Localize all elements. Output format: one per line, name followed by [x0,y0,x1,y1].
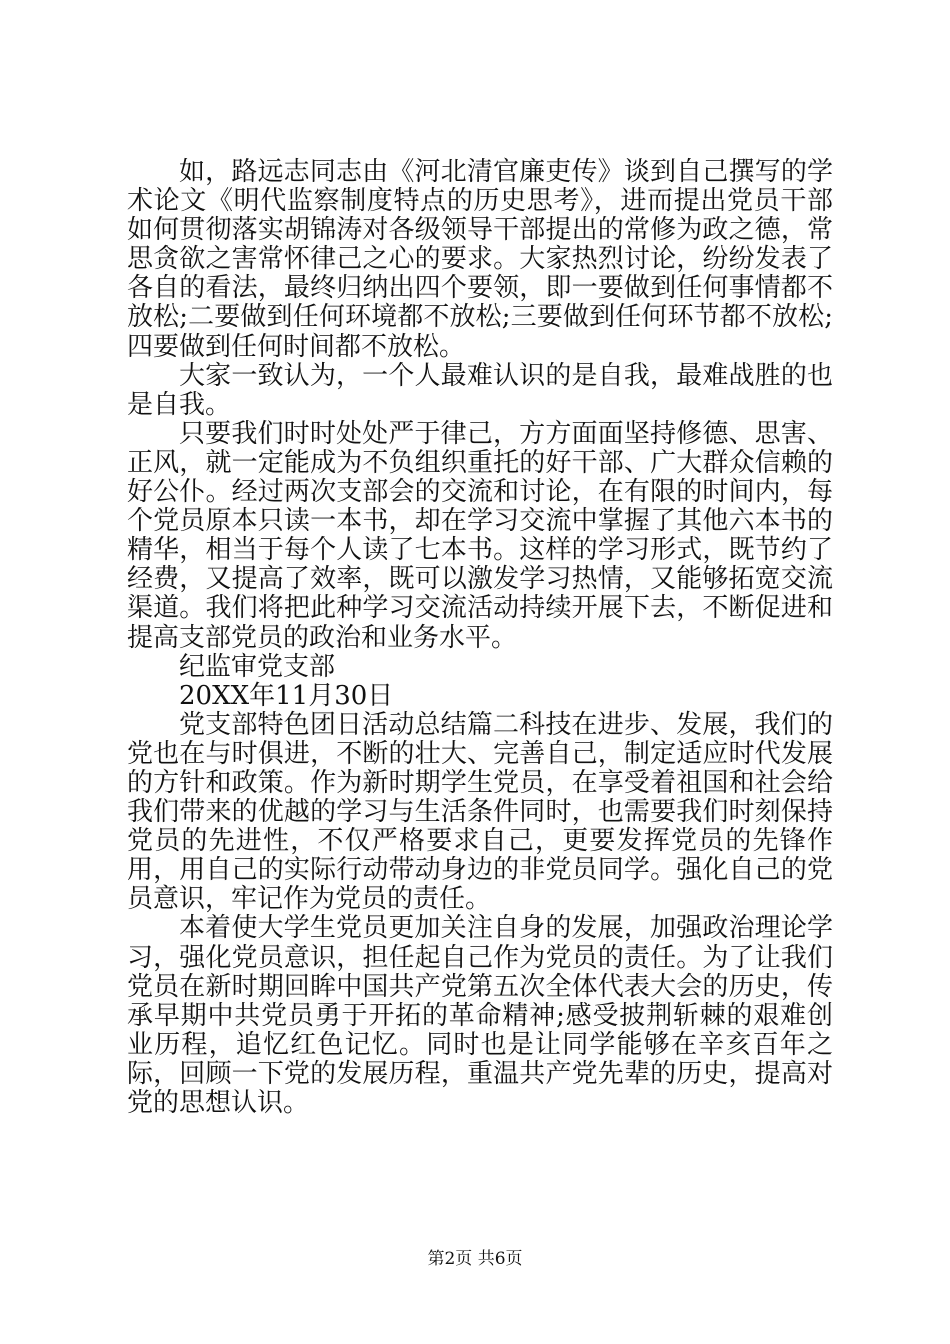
signature-date: 20XX年11月30日 [179,680,394,711]
signature-organization: 纪监审党支部 [179,651,336,682]
page-footer: 第2页 共6页 [427,1249,523,1269]
paragraph-1: 如，路远志同志由《河北清官廉吏传》谈到自己撰写的学术论文《明代监察制度特点的历史思考》，进而提出党员干部如何贯彻落实胡锦涛对各级领导干部提出的常修为政之德，常思贪欲之害常怀律己之心的要求。大家热烈讨论，纷纷发表了各自的看法，最终归纳出四个要领，即一要做到任何事情都不放松;二要做到任何环境都不放松;三要做到任何环节都不放松;四要做到任何时间都不放松。 [127,157,833,362]
paragraph-3: 只要我们时时处处严于律己，方方面面坚持修德、思害、正风，就一定能成为不负组织重托的好干部、广大群众信赖的好公仆。经过两次支部会的交流和讨论，在有限的时间内，每个党员原本只读一本书，却在学习交流中掌握了其他六本书的精华，相当于每个人读了七本书。这样的学习形式，既节约了经费，又提高了效率，既可以激发学习热情，又能够拓宽交流渠道。我们将把此种学习交流活动持续开展下去，不断促进和提高支部党员的政治和业务水平。 [127,418,833,653]
document-body [127,158,833,1118]
paragraph-2: 大家一致认为，一个人最难认识的是自我，最难战胜的也是自我。 [127,360,833,420]
paragraph-4: 党支部特色团日活动总结篇二科技在进步、发展，我们的党也在与时俱进，不断的壮大、完善自己，制定适应时代发展的方针和政策。作为新时期学生党员，在享受着祖国和社会给我们带来的优越的学习与生活条件同时，也需要我们时刻保持党员的先进性，不仅严格要求自己，更要发挥党员的先锋作用，用自己的实际行动带动身边的非党员同学。强化自己的党员意识，牢记作为党员的责任。 [127,709,833,915]
paragraph-5: 本着使大学生党员更加关注自身的发展，加强政治理论学习，强化党员意识，担任起自己作为党员的责任。为了让我们党员在新时期回眸中国共产党第五次全体代表大会的历史，传承早期中共党员勇于开拓的革命精神;感受披荆斩棘的艰难创业历程，追忆红色记忆。同时也是让同学能够在辛亥百年之际，回顾一下党的发展历程，重温共产党先辈的历史，提高对党的思想认识。 [127,913,833,1118]
